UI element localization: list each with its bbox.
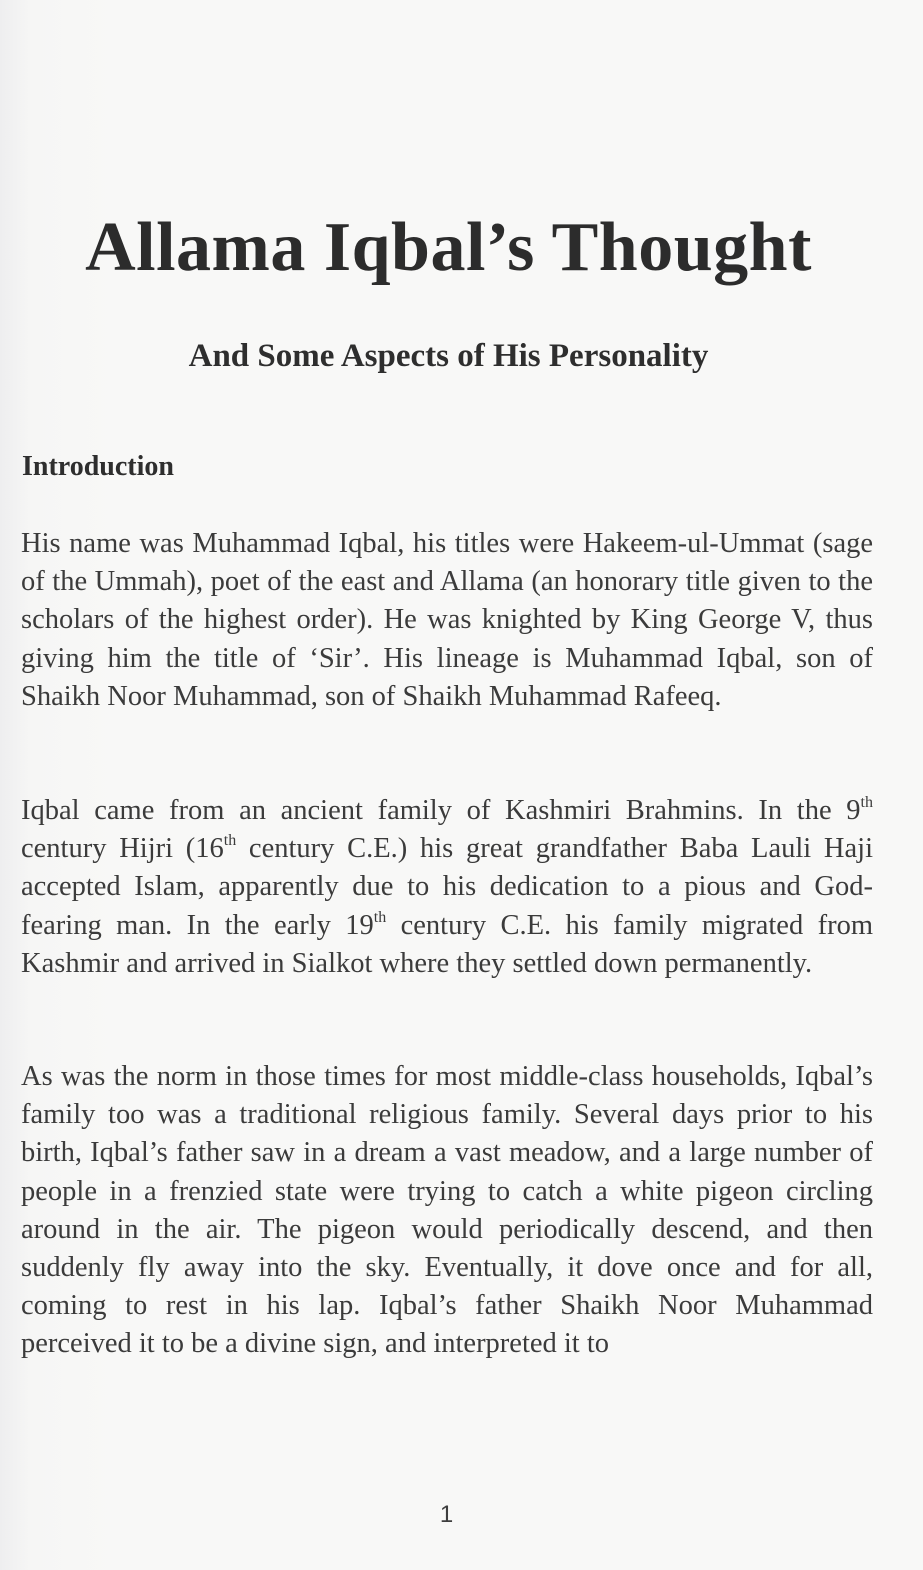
ordinal-superscript: th: [860, 794, 873, 811]
page-title: Allama Iqbal’s Thought: [85, 209, 812, 286]
paragraph-text: century Hijri (16: [21, 833, 224, 865]
page-number: 1: [439, 1501, 454, 1528]
page-subtitle: And Some Aspects of His Personality: [188, 338, 709, 374]
ordinal-superscript: th: [373, 908, 387, 926]
paragraph-text: century C.E. his family migrated from Kashmir and arrived in Sialkot where they settled down permanently.: [21, 909, 873, 979]
section-heading-introduction: Introduction: [22, 451, 174, 482]
paragraph-family-origin: [21, 792, 873, 983]
paragraph-text: Iqbal came from an ancient family of Kashmiri Brahmins. In the 9: [21, 795, 861, 826]
paragraph-father-dream: As was the norm in those times for most middle-class households, Iqbal’s family too was a traditional religious family. Several days prior to his birth, Iqbal’s father saw in a dream a vast meadow, and a large number of people in a frenzied state were trying to catch a white pigeon circling around in the air. The pigeon would periodically descend, and then suddenly fly away into the sky. Eventually, it dove once and for all, coming to rest in his lap. Iqbal’s father Shaikh Noor Muhammad perceived it to be a divine sign, and interpreted it to: [21, 1061, 873, 1360]
paragraph-text: century C.E.) his great grandfather Baba Lauli Haji accepted Islam, apparently due to his dedication to a pious and God-fearing man. In the early 19: [21, 833, 873, 941]
paragraph-lineage: His name was Muhammad Iqbal, his titles were Hakeem-ul-Ummat (sage of the Ummah), poet of the east and Allama (an honorary title given to the scholars of the highest order). He was knighted by King George V, thus giving him the title of ‘Sir’. His lineage is Muhammad Iqbal, son of Shaikh Noor Muhammad, son of Shaikh Muhammad Rafeeq.: [21, 528, 873, 712]
ordinal-superscript: th: [223, 832, 237, 850]
